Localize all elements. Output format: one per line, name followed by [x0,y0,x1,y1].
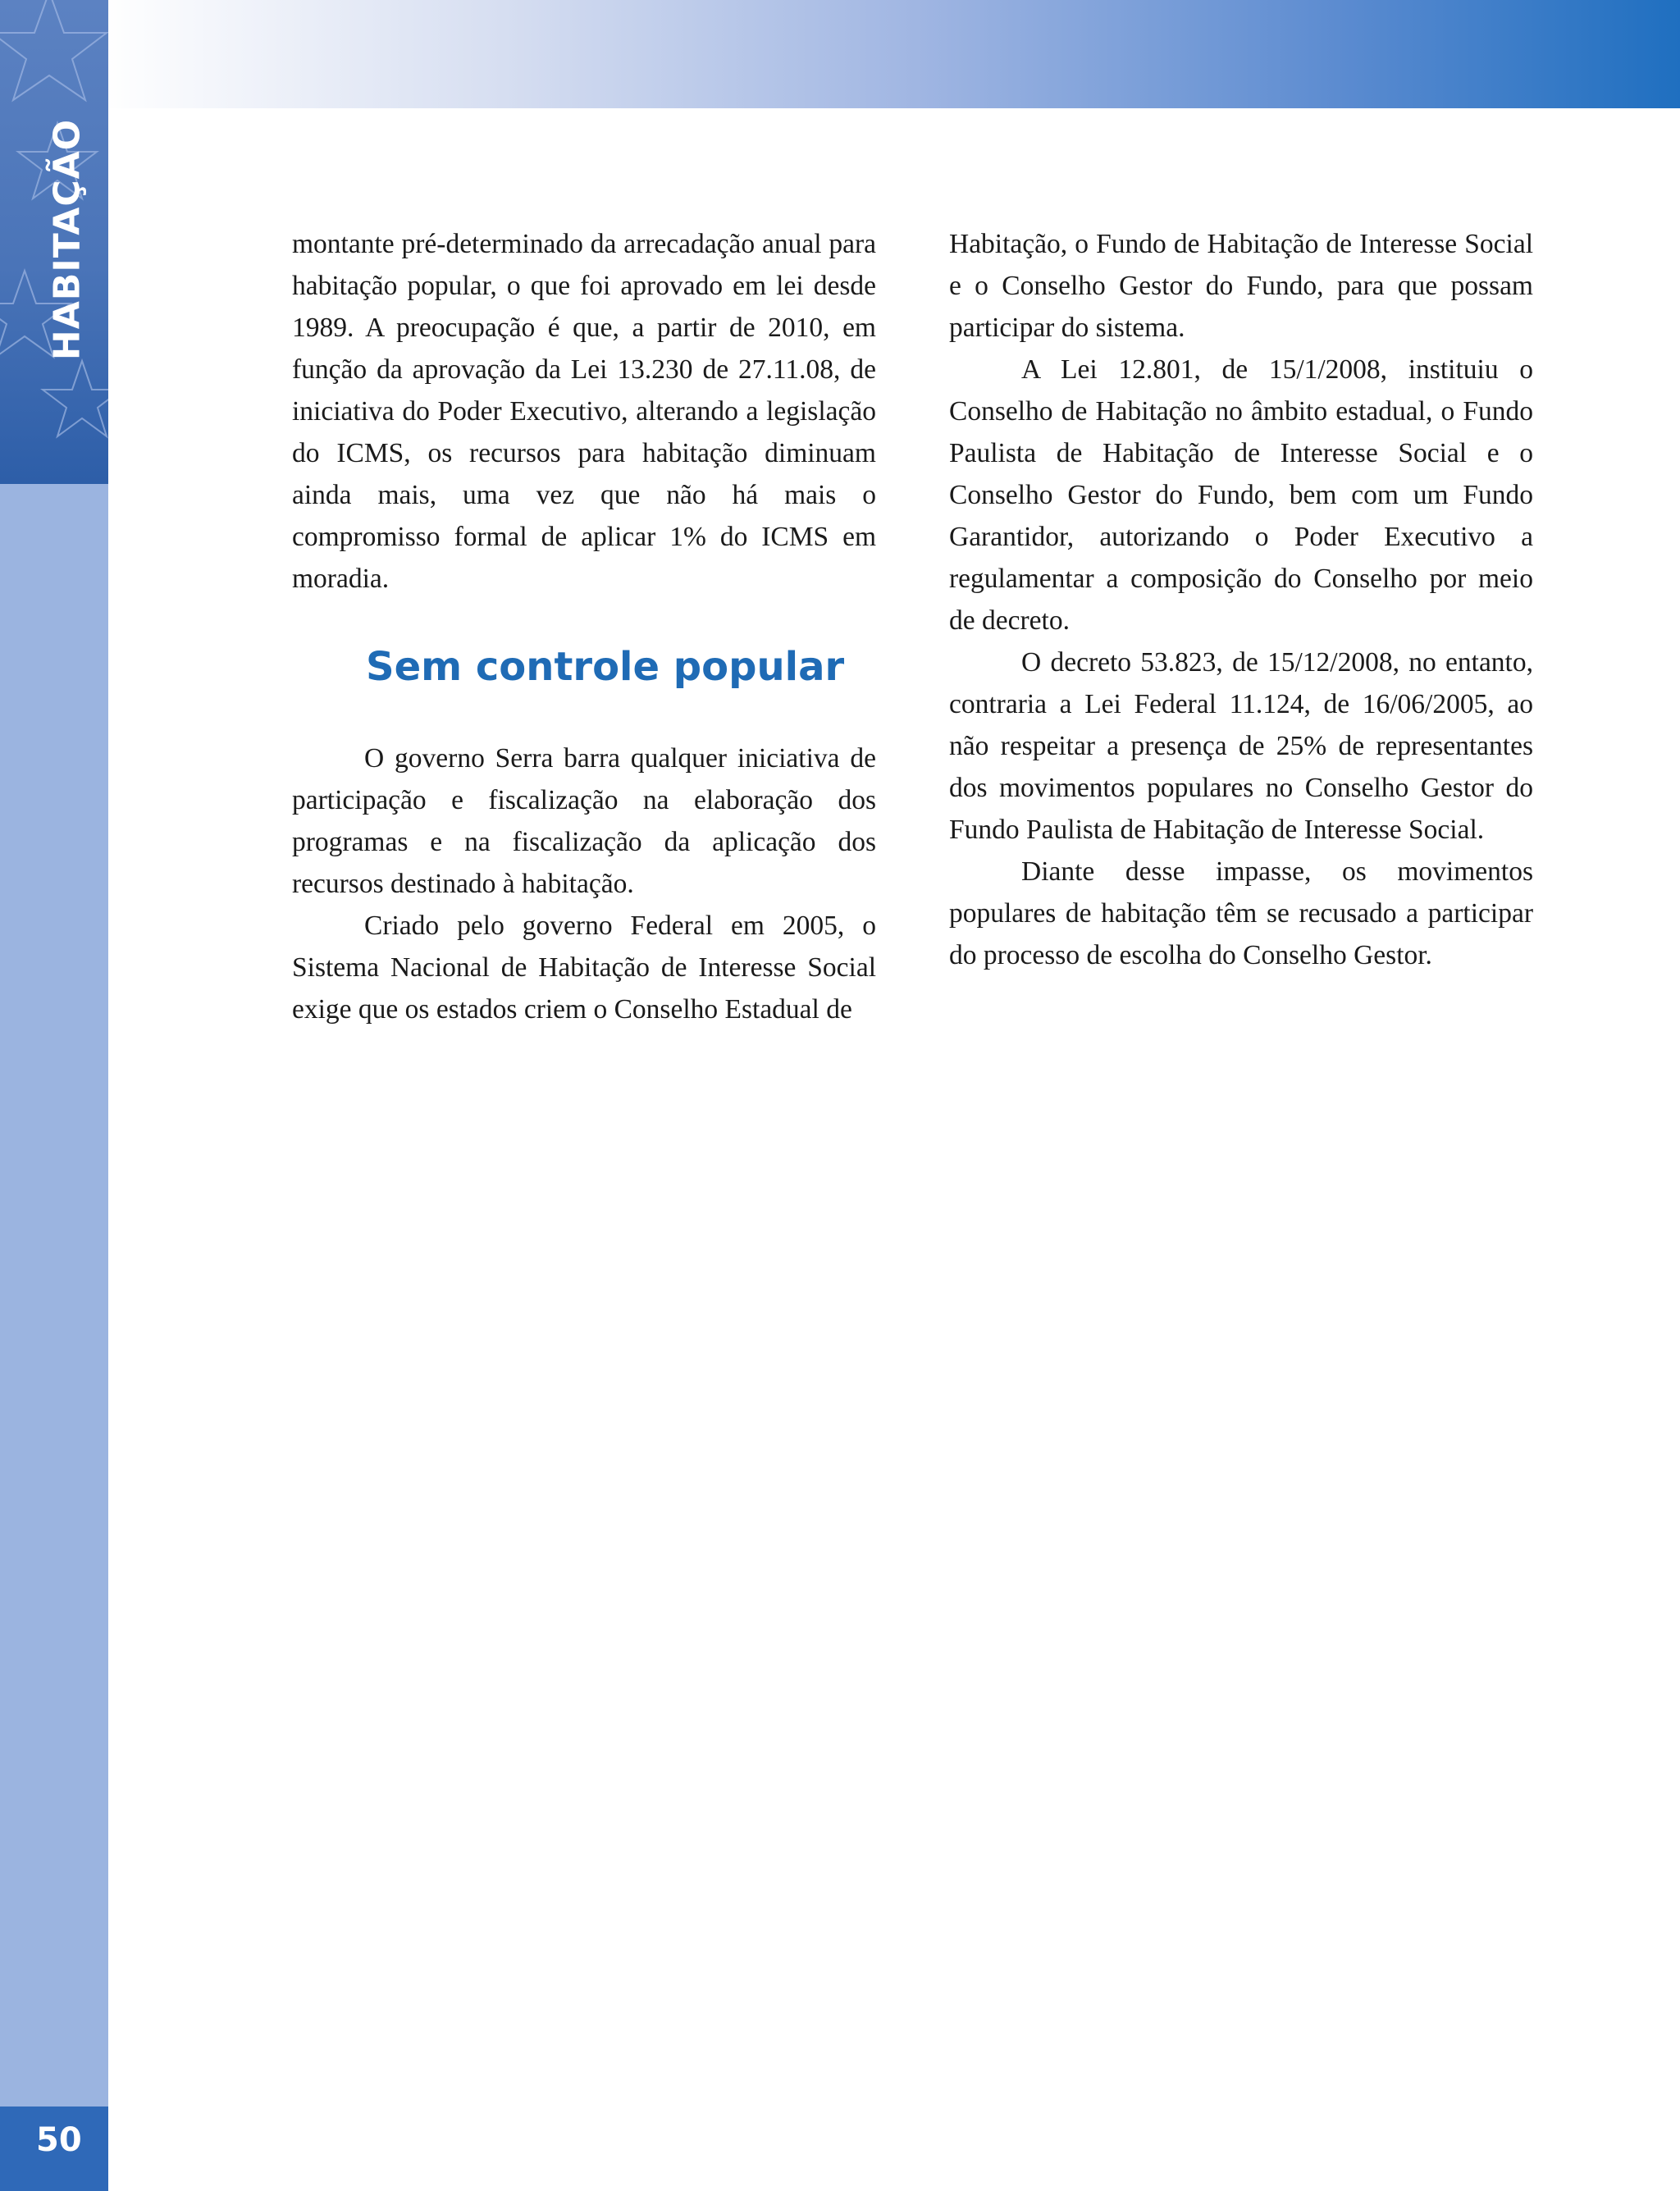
section-sidebar [0,0,108,2191]
section-heading: Sem controle popular [366,644,845,690]
header-gradient-band [0,0,1680,108]
page-number: 50 [36,2121,82,2159]
paragraph: montante pré-determinado da arrecadação anual para habitação popular, o que foi aprovado em lei desde 1989. A preocupação é que, a partir de 2010, em função da aprovação da Lei 13.230 de 27.11.08, de iniciativa do Poder Executivo, alterando a legislação do ICMS, os recursos para habitação diminuam ainda mais, uma vez que não há mais o compromisso formal de aplicar 1% do ICMS em moradia. [292,229,876,594]
paragraph: O governo Serra barra qualquer iniciativa de participação e fiscalização na elaboração dos programas e na fiscalização da aplicação dos recursos destinado à habitação. [292,743,876,899]
paragraph: Criado pelo governo Federal em 2005, o Sistema Nacional de Habitação de Interesse Social exige que os estados criem o Conselho Estadual de [292,911,876,1025]
left-column [292,223,876,1030]
paragraph: Habitação, o Fundo de Habitação de Interesse Social e o Conselho Gestor do Fundo, para que possam participar do sistema. [949,229,1533,343]
right-column [949,223,1533,976]
section-label: HABITAÇÃO [46,118,89,361]
section-tab [0,0,108,484]
paragraph: A Lei 12.801, de 15/1/2008, instituiu o Conselho de Habitação no âmbito estadual, o Fundo Paulista de Habitação de Interesse Social e o Conselho Gestor do Fundo, bem com um Fundo Garantidor, autorizando o Poder Executivo a regulamentar a composição do Conselho por meio de decreto. [949,354,1533,636]
paragraph: Diante desse impasse, os movimentos populares de habitação têm se recusado a participar do processo de escolha do Conselho Gestor. [949,856,1533,970]
paragraph: O decreto 53.823, de 15/12/2008, no entanto, contraria a Lei Federal 11.124, de 16/06/2005, ao não respeitar a presença de 25% de representantes dos movimentos populares no Conselho Gestor do Fundo Paulista de Habitação de Interesse Social. [949,647,1533,845]
